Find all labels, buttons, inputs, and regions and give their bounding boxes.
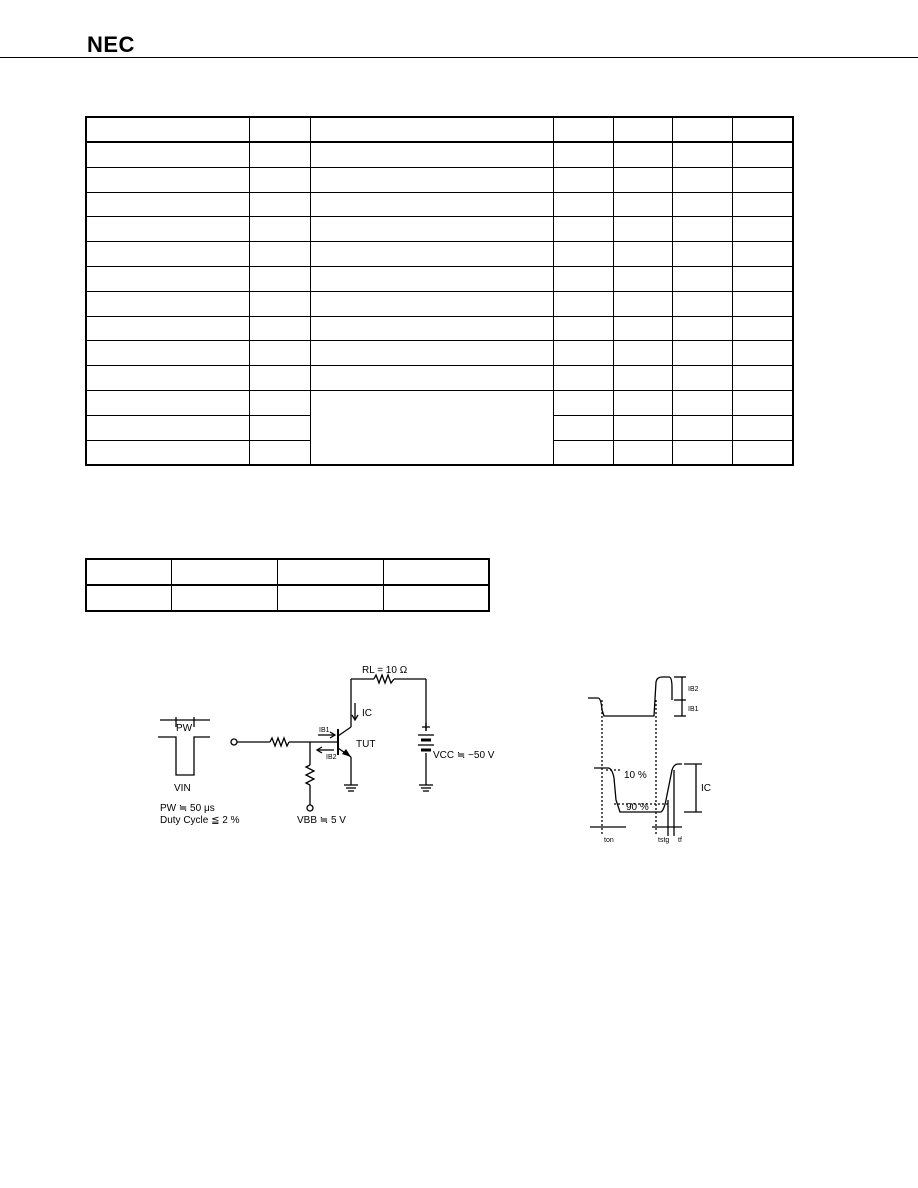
table-cell bbox=[553, 167, 613, 192]
table-cell bbox=[310, 242, 553, 267]
table-cell bbox=[613, 291, 672, 316]
table-cell bbox=[613, 266, 672, 291]
table-cell bbox=[310, 266, 553, 291]
ib1-label: IB1 bbox=[319, 727, 330, 734]
table-row bbox=[86, 242, 793, 267]
table-cell bbox=[249, 440, 310, 465]
table-cell bbox=[672, 142, 732, 167]
ib2-label: IB2 bbox=[326, 754, 337, 761]
table-cell bbox=[310, 192, 553, 217]
table-cell bbox=[86, 341, 249, 366]
table-cell bbox=[613, 167, 672, 192]
table-cell bbox=[249, 366, 310, 391]
table-cell bbox=[732, 440, 793, 465]
switching-test-circuit bbox=[150, 665, 500, 840]
header-cell bbox=[310, 117, 553, 142]
table-cell bbox=[732, 390, 793, 415]
table-cell bbox=[553, 366, 613, 391]
pw-condition: PW ≒ 50 μs bbox=[160, 803, 215, 814]
percent-10-label: 10 % bbox=[624, 770, 647, 781]
table-cell bbox=[672, 167, 732, 192]
table-cell bbox=[553, 242, 613, 267]
vcc-label: VCC ≒ −50 V bbox=[433, 750, 495, 761]
header-cell bbox=[553, 117, 613, 142]
table-cell bbox=[86, 390, 249, 415]
table-cell bbox=[86, 291, 249, 316]
tut-label: TUT bbox=[356, 739, 376, 750]
vbb-label: VBB ≒ 5 V bbox=[297, 815, 346, 826]
table-cell bbox=[310, 366, 553, 391]
table-row bbox=[86, 142, 793, 167]
base-resistor-icon bbox=[270, 738, 289, 746]
table-row bbox=[86, 192, 793, 217]
table-cell bbox=[613, 142, 672, 167]
table-cell bbox=[672, 390, 732, 415]
table-cell bbox=[553, 192, 613, 217]
table-cell bbox=[553, 142, 613, 167]
ib1-label: IB1 bbox=[688, 706, 699, 713]
ib2-label: IB2 bbox=[688, 686, 699, 693]
table-cell bbox=[86, 366, 249, 391]
table-cell bbox=[613, 192, 672, 217]
table-cell bbox=[672, 291, 732, 316]
table-cell bbox=[672, 366, 732, 391]
merged-condition-cell bbox=[310, 390, 553, 465]
table-row bbox=[86, 390, 793, 415]
table-cell bbox=[86, 440, 249, 465]
table-cell bbox=[86, 217, 249, 242]
table-cell bbox=[613, 390, 672, 415]
table-cell bbox=[249, 415, 310, 440]
table-cell bbox=[383, 585, 489, 611]
characteristics-table bbox=[85, 116, 794, 466]
table-cell bbox=[249, 390, 310, 415]
table-cell bbox=[249, 266, 310, 291]
table-row bbox=[86, 266, 793, 291]
table-cell bbox=[86, 192, 249, 217]
table-cell bbox=[249, 192, 310, 217]
table-cell bbox=[732, 266, 793, 291]
table-cell bbox=[732, 142, 793, 167]
table-cell bbox=[672, 217, 732, 242]
header-cell bbox=[249, 117, 310, 142]
table-cell bbox=[249, 217, 310, 242]
table-cell bbox=[86, 316, 249, 341]
table-cell bbox=[310, 217, 553, 242]
table-cell bbox=[310, 167, 553, 192]
table-cell bbox=[553, 341, 613, 366]
vin-label: VIN bbox=[174, 783, 191, 794]
header-cell bbox=[86, 117, 249, 142]
table-cell bbox=[310, 291, 553, 316]
table-header-row bbox=[86, 117, 793, 142]
table-cell bbox=[249, 316, 310, 341]
table-cell bbox=[171, 585, 277, 611]
load-resistor-icon bbox=[374, 675, 394, 683]
ic-label: IC bbox=[362, 708, 372, 719]
table-cell bbox=[249, 341, 310, 366]
input-terminal-icon bbox=[231, 739, 237, 745]
duty-condition: Duty Cycle ≦ 2 % bbox=[160, 815, 240, 826]
table-cell bbox=[249, 167, 310, 192]
table-cell bbox=[732, 291, 793, 316]
table-cell bbox=[86, 559, 171, 585]
table-cell bbox=[732, 167, 793, 192]
header-rule bbox=[0, 57, 918, 58]
table-cell bbox=[732, 242, 793, 267]
table-cell bbox=[672, 415, 732, 440]
table-cell bbox=[553, 316, 613, 341]
table-header-row bbox=[86, 559, 489, 585]
table-cell bbox=[732, 366, 793, 391]
switching-waveform bbox=[586, 670, 726, 850]
table-row bbox=[86, 217, 793, 242]
table-cell bbox=[553, 415, 613, 440]
table-cell bbox=[672, 242, 732, 267]
table-cell bbox=[310, 316, 553, 341]
classification-table bbox=[85, 558, 490, 612]
header-cell bbox=[613, 117, 672, 142]
table-row bbox=[86, 585, 489, 611]
table-cell bbox=[613, 415, 672, 440]
nec-logo: NEC bbox=[87, 32, 135, 57]
table-cell bbox=[86, 167, 249, 192]
table-cell bbox=[553, 217, 613, 242]
table-cell bbox=[732, 415, 793, 440]
table-cell bbox=[613, 440, 672, 465]
input-pulse-waveform bbox=[158, 737, 210, 775]
table-cell bbox=[672, 192, 732, 217]
header-cell bbox=[732, 117, 793, 142]
table-cell bbox=[613, 341, 672, 366]
table-cell bbox=[86, 266, 249, 291]
table-cell bbox=[613, 242, 672, 267]
table-cell bbox=[86, 142, 249, 167]
table-cell bbox=[383, 559, 489, 585]
table-cell bbox=[86, 585, 171, 611]
tf-label: tf bbox=[678, 837, 682, 844]
table-cell bbox=[613, 316, 672, 341]
tstg-label: tstg bbox=[658, 837, 670, 844]
table-cell bbox=[249, 142, 310, 167]
base-current-waveform bbox=[588, 677, 672, 716]
table-cell bbox=[86, 415, 249, 440]
table-cell bbox=[672, 341, 732, 366]
bias-resistor-icon bbox=[306, 765, 314, 785]
table-cell bbox=[249, 242, 310, 267]
table-row bbox=[86, 167, 793, 192]
table-cell bbox=[553, 440, 613, 465]
table-cell bbox=[310, 341, 553, 366]
table-cell bbox=[732, 192, 793, 217]
table-cell bbox=[86, 242, 249, 267]
table-cell bbox=[732, 341, 793, 366]
header-cell bbox=[672, 117, 732, 142]
table-row bbox=[86, 341, 793, 366]
table-row bbox=[86, 366, 793, 391]
table-row bbox=[86, 291, 793, 316]
table-cell bbox=[672, 316, 732, 341]
table-cell bbox=[277, 559, 383, 585]
table-cell bbox=[553, 390, 613, 415]
vbb-terminal-icon bbox=[307, 805, 313, 811]
ic-label: IC bbox=[701, 783, 711, 794]
table-cell bbox=[613, 217, 672, 242]
ton-label: ton bbox=[604, 837, 614, 844]
table-cell bbox=[277, 585, 383, 611]
rl-label: RL = 10 Ω bbox=[362, 665, 408, 676]
percent-90-label: 90 % bbox=[626, 802, 649, 813]
table-cell bbox=[553, 266, 613, 291]
table-cell bbox=[171, 559, 277, 585]
table-cell bbox=[732, 217, 793, 242]
table-cell bbox=[310, 142, 553, 167]
pw-label: PW bbox=[176, 723, 193, 734]
emitter-arrow-icon bbox=[342, 749, 351, 757]
table-row bbox=[86, 316, 793, 341]
table-cell bbox=[249, 291, 310, 316]
table-cell bbox=[613, 366, 672, 391]
table-cell bbox=[553, 291, 613, 316]
table-cell bbox=[672, 440, 732, 465]
table-cell bbox=[672, 266, 732, 291]
table-cell bbox=[732, 316, 793, 341]
